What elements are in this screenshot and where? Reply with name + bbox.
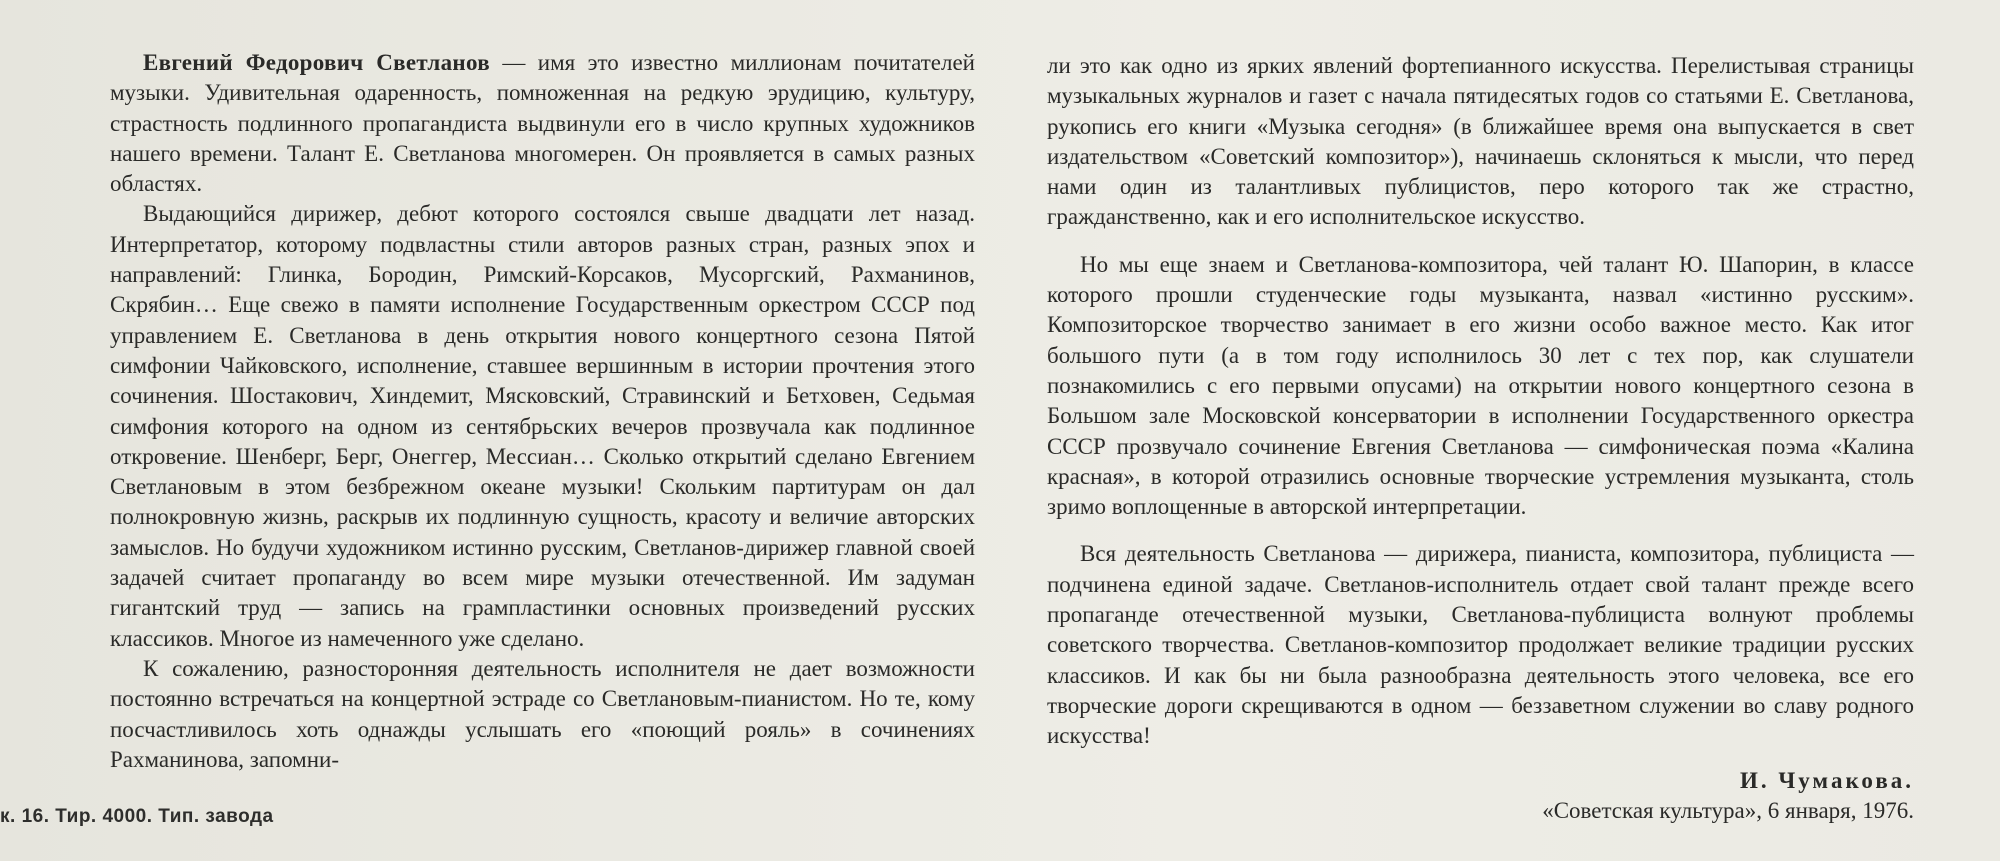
lead-name: Евгений Федорович Светланов: [143, 50, 490, 75]
paragraph-intro: [110, 48, 975, 199]
paragraph-intro-text: — имя это известно миллионам почитателей музыки. Удивительная одаренность, помноженная на редкую эрудицию, культуру, страстность подлинного пропагандиста выдвинули его в число крупных художников нашего времени. Талант Е. Светланова многомерен. Он проявляется в самых разных областях.: [110, 50, 975, 197]
right-text-column: [1047, 51, 1914, 826]
print-imprint: к. 16. Тир. 4000. Тип. завода: [0, 806, 274, 827]
paragraph-conductor: Выдающийся дирижер, дебют которого состоялся свыше двадцати лет назад. Интерпретатор, которому подвластны стили авторов разных стран, разных эпох и направлений: Глинка, Бородин, Римский-Корсаков, Мусоргский, Рахманинов, Скрябин… Еще свежо в памяти исполнение Государственным оркестром СССР под управлением Е. Светланова в день открытия нового концертного сезона Пятой симфонии Чайковского, исполнение, ставшее вершинным в истории прочтения этого сочинения. Шостакович, Хиндемит, Мясковский, Стравинский и Бетховен, Седьмая симфония которого на одном из сентябрьских вечеров прозвучала как подлинное откровение. Шенберг, Берг, Онеггер, Мессиан… Сколько открытий сделано Евгением Светлановым в этом безбрежном океане музыки! Скольким партитурам он дал полнокровную жизнь, раскрыв их подлинную сущность, красоту и величие авторских замыслов. Но будучи художником истинно русским, Светланов-дирижер главной своей задачей считает пропаганду во всем мире музыки отечественной. Им задуман гигантский труд — запись на грампластинки основных произведений русских классиков. Многое из намеченного уже сделано.: [110, 201, 975, 651]
author-signature: [1047, 766, 1914, 796]
source-citation: «Советская культура», 6 января, 1976.: [1542, 797, 1914, 823]
paragraph-publicist: ли это как одно из ярких явлений фортепианного искусства. Перелистывая страницы музыкальных журналов и газет с начала пятидесятых годов со статьями Е. Светланова, рукопись его книги «Музыка сегодня» (в ближайшее время она выпускается в свет издательством «Советский композитор»), начинаешь склоняться к мысли, что перед нами один из талантливых публицистов, перо которого так же страстно, гражданственно, как и его исполнительское искусство.: [1047, 53, 1914, 230]
signature-name: И. Чумакова.: [1739, 767, 1914, 793]
paragraph-summary: Вся деятельность Светланова — дирижера, пианиста, композитора, публициста — подчинена единой задаче. Светланов-исполнитель отдает свой талант прежде всего пропаганде отечественной музыки, Светланова-публициста волнуют проблемы советского творчества. Светланов-композитор продолжает великие традиции русских классиков. И как бы ни была разнообразна деятельность этого человека, все его творческие дороги скрещиваются в одном — беззаветном служении во славу родного искусства!: [1047, 541, 1914, 749]
left-text-column: [110, 48, 975, 775]
paragraph-composer: Но мы еще знаем и Светланова-композитора, чей талант Ю. Шапорин, в классе которого прошли студенческие годы музыканта, назвал «истинно русским». Композиторское творчество занимает в его жизни особо важное место. Как итог большого пути (а в том году исполнилось 30 лет с тех пор, как слушатели познакомились с его первыми опусами) на открытии нового концертного сезона в Большом зале Московской консерватории в исполнении Государственного оркестра СССР прозвучало сочинение Евгения Светланова — симфоническая поэма «Калина красная», в которой отразились основные творческие устремления музыканта, столь зримо воплощенные в авторской интерпретации.: [1047, 251, 1914, 520]
paragraph-pianist: К сожалению, разносторонняя деятельность исполнителя не дает возможности постоянно встречаться на концертной эстраде со Светлановым-пианистом. Но те, кому посчастливилось хоть однажды услышать его «поющий рояль» в сочинениях Рахманинова, запомни-: [110, 655, 975, 772]
